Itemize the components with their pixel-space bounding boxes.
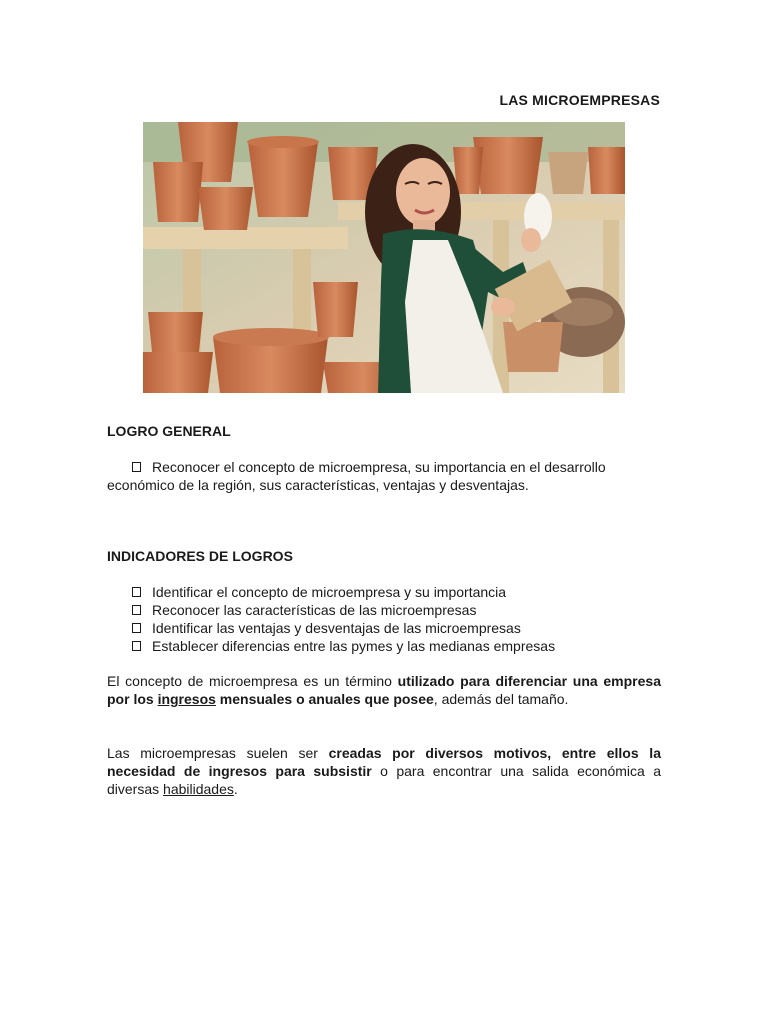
indicador-text: Reconocer las características de las microempresas (152, 602, 477, 618)
ingresos-link[interactable]: ingresos (157, 691, 216, 707)
indicador-text: Identificar las ventajas y desventajas de las microempresas (152, 620, 521, 636)
checkbox-bullet-icon (132, 641, 141, 651)
paragraph-text: o para encontrar una salida económica a diversas (107, 763, 661, 797)
logro-general-text (107, 458, 661, 494)
logro-general-line2: económico de la región, sus características, ventajas y desventajas. (107, 477, 529, 493)
checkbox-bullet-icon (132, 605, 141, 615)
logro-general-item (107, 458, 661, 476)
logro-general-heading: LOGRO GENERAL (107, 423, 231, 439)
paragraph-bold-text: mensuales o anuales que posee (215, 691, 434, 707)
paragraph-bold-text: creadas por diversos motivos, entre ellos la necesidad de ingresos para subsistir (107, 745, 661, 779)
potter-woman-photo (143, 122, 625, 393)
paragraph-bold-text: utilizado para diferenciar una empresa por los (107, 673, 661, 707)
logro-general-line1: Reconocer el concepto de microempresa, su importancia en el desarrollo (152, 459, 606, 475)
paragraph-text: , además del tamaño. (433, 691, 569, 707)
indicadores-list (107, 583, 661, 655)
photo-illustration (143, 122, 625, 393)
document-title: LAS MICROEMPRESAS (499, 92, 660, 108)
paragraph-concepto (107, 672, 661, 708)
indicadores-heading: INDICADORES DE LOGROS (107, 548, 293, 564)
paragraph-text: El concepto de microempresa es un término (107, 673, 398, 689)
indicador-text: Establecer diferencias entre las pymes y las medianas empresas (152, 638, 556, 654)
indicador-text: Identificar el concepto de microempresa y su importancia (152, 584, 507, 600)
checkbox-bullet-icon (132, 623, 141, 633)
paragraph-text: Las microempresas suelen ser (107, 745, 329, 761)
indicador-item (107, 601, 661, 619)
indicador-item (107, 637, 661, 655)
checkbox-bullet-icon (132, 587, 141, 597)
paragraph-text: . (233, 781, 238, 797)
indicador-item (107, 619, 661, 637)
habilidades-link[interactable]: habilidades (163, 781, 234, 797)
paragraph-motivos (107, 744, 661, 798)
checkbox-bullet-icon (132, 462, 141, 472)
indicador-item (107, 583, 661, 601)
